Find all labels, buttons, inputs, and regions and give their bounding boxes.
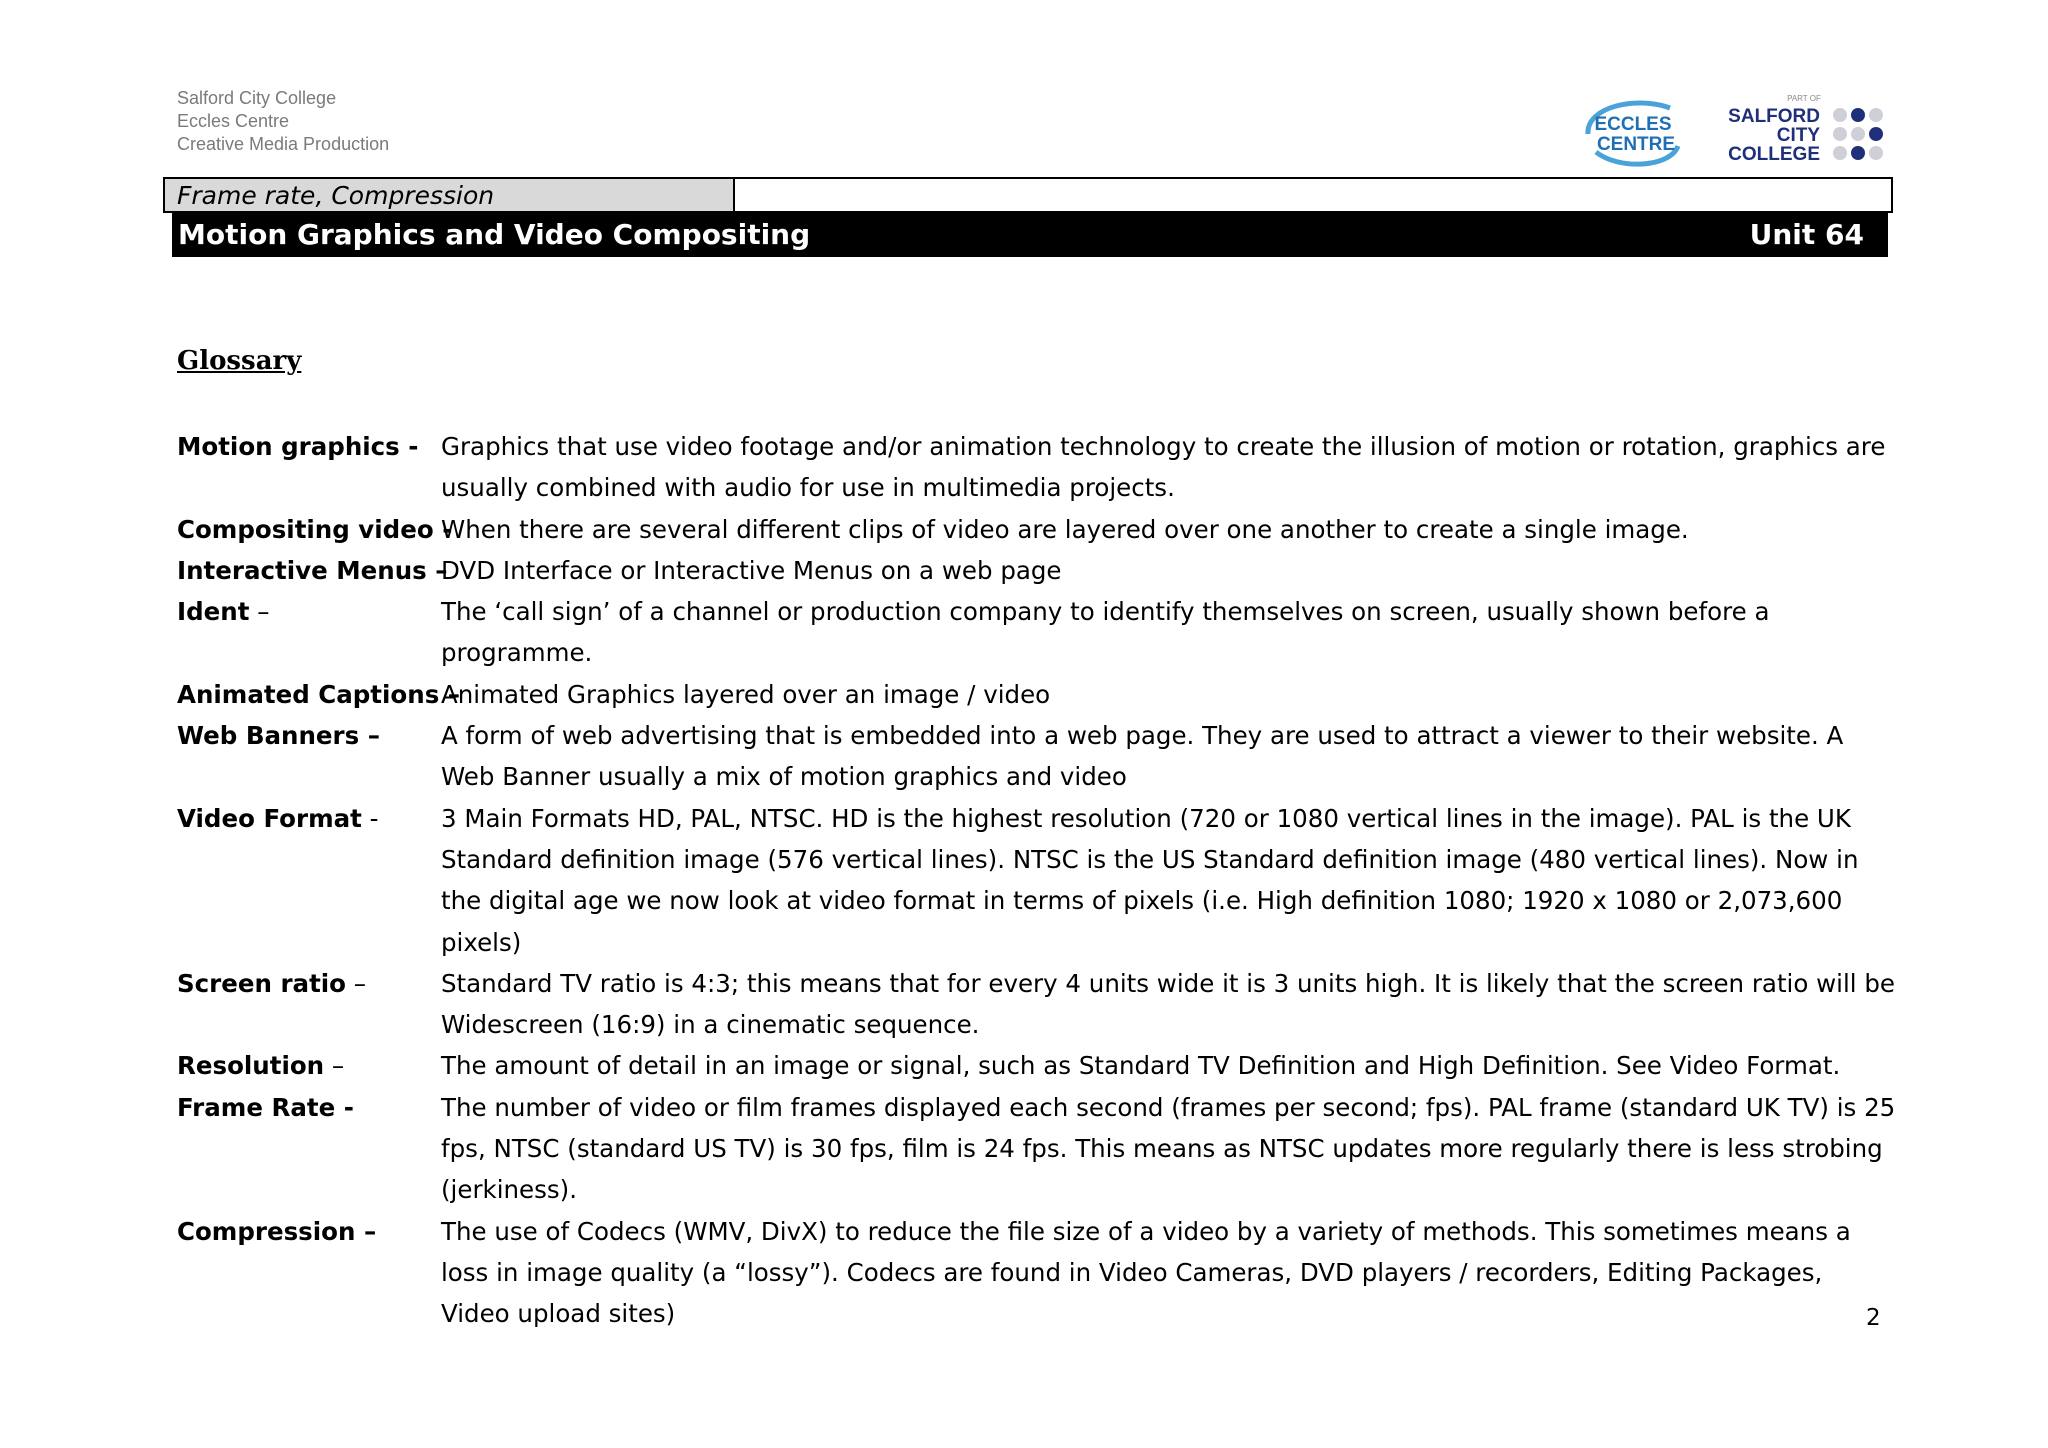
unit-number: Unit 64 — [1749, 218, 1864, 251]
glossary-term: Screen ratio – — [177, 968, 367, 998]
college-name: Salford City College — [177, 88, 337, 108]
glossary-list — [177, 426, 1897, 1335]
glossary-definition: A form of web advertising that is embedded into a web page. They are used to attract a viewer to their website. A Web Banner usually a mix of motion graphics and video — [441, 721, 1844, 792]
glossary-term: Motion graphics - — [177, 432, 419, 461]
salford-logo-small: PART OF — [1787, 94, 1821, 103]
centre-name: Eccles Centre — [177, 111, 290, 131]
topic-label: Frame rate, Compression — [165, 179, 735, 211]
page-number: 2 — [1866, 1305, 1881, 1331]
glossary-entry — [177, 550, 1897, 591]
glossary-definition: Animated Graphics layered over an image / video — [441, 679, 1051, 709]
page-title: Motion Graphics and Video Compositing — [178, 218, 811, 251]
glossary-entry — [177, 426, 1897, 509]
glossary-entry — [177, 591, 1897, 674]
glossary-entry — [177, 509, 1897, 550]
glossary-definition: The ‘call sign’ of a channel or production company to identify themselves on screen, usually shown before a programme. — [441, 597, 1770, 668]
glossary-term: Ident – — [177, 597, 270, 627]
glossary-heading: Glossary — [177, 346, 302, 376]
salford-logo-line1: SALFORD — [1728, 106, 1820, 127]
topic-box — [163, 177, 1893, 213]
glossary-entry — [177, 715, 1897, 798]
salford-logo-line2: CITY — [1776, 125, 1820, 146]
glossary-entry — [177, 963, 1897, 1046]
eccles-logo-line2: CENTRE — [1596, 134, 1676, 155]
salford-logo-dots — [1833, 108, 1883, 160]
salford-city-college-logo — [1728, 92, 1898, 170]
glossary-term: Compositing video - — [177, 514, 453, 544]
eccles-logo-line1: ECCLES — [1594, 114, 1672, 135]
glossary-entry — [177, 1087, 1897, 1211]
glossary-entry — [177, 1211, 1897, 1335]
glossary-term: Web Banners – — [177, 721, 380, 751]
glossary-definition: 3 Main Formats HD, PAL, NTSC. HD is the highest resolution (720 or 1080 vertical lines in the image). PAL is the UK Standard definition image (576 vertical lines). NTSC is the US Standard definition image (480 vertical lines). Now in the digital age we now look at video format in terms of pixels (i.e. High definition 1080; 1920 x 1080 or 2,073,600 pixels) — [441, 803, 1859, 957]
topic-empty-cell — [735, 179, 1891, 211]
glossary-definition: DVD Interface or Interactive Menus on a web page — [441, 555, 1062, 585]
glossary-definition: When there are several different clips of video are layered over one another to create a single image. — [441, 514, 1689, 544]
department-name: Creative Media Production — [177, 134, 390, 154]
glossary-term: Resolution – — [177, 1051, 345, 1081]
glossary-definition: Standard TV ratio is 4:3; this means that for every 4 units wide it is 3 units high. It is likely that the screen ratio will be Widescreen (16:9) in a cinematic sequence. — [441, 968, 1896, 1040]
glossary-entry — [177, 798, 1897, 963]
salford-logo-line3: COLLEGE — [1728, 144, 1820, 165]
glossary-definition: Graphics that use video footage and/or animation technology to create the illusion of motion or rotation, graphics are usually combined with audio for use in multimedia projects. — [441, 432, 1886, 503]
college-info — [177, 87, 389, 156]
glossary-term: Compression – — [177, 1216, 377, 1246]
glossary-term: Interactive Menus – — [177, 555, 448, 585]
glossary-definition: The number of video or film frames displayed each second (frames per second; fps). PAL frame (standard UK TV) is 25 fps, NTSC (standard US TV) is 30 fps, film is 24 fps. This means as NTSC updates more regularly there is less strobing (jerkiness). — [441, 1092, 1896, 1205]
eccles-centre-logo — [1578, 94, 1688, 170]
title-bar — [172, 213, 1888, 257]
glossary-definition: The use of Codecs (WMV, DivX) to reduce the file size of a video by a variety of methods. This sometimes means a loss in image quality (a “lossy”). Codecs are found in Video Cameras, DVD players / recorders, Editing Packages, Video upload sites) — [441, 1216, 1851, 1329]
glossary-entry — [177, 1045, 1897, 1086]
glossary-term: Frame Rate - — [177, 1092, 354, 1122]
glossary-entry — [177, 674, 1897, 715]
glossary-definition: The amount of detail in an image or signal, such as Standard TV Definition and High Definition. See Video Format. — [441, 1051, 1841, 1081]
glossary-term: Animated Captions – — [177, 679, 461, 709]
glossary-term: Video Format - — [177, 803, 379, 833]
